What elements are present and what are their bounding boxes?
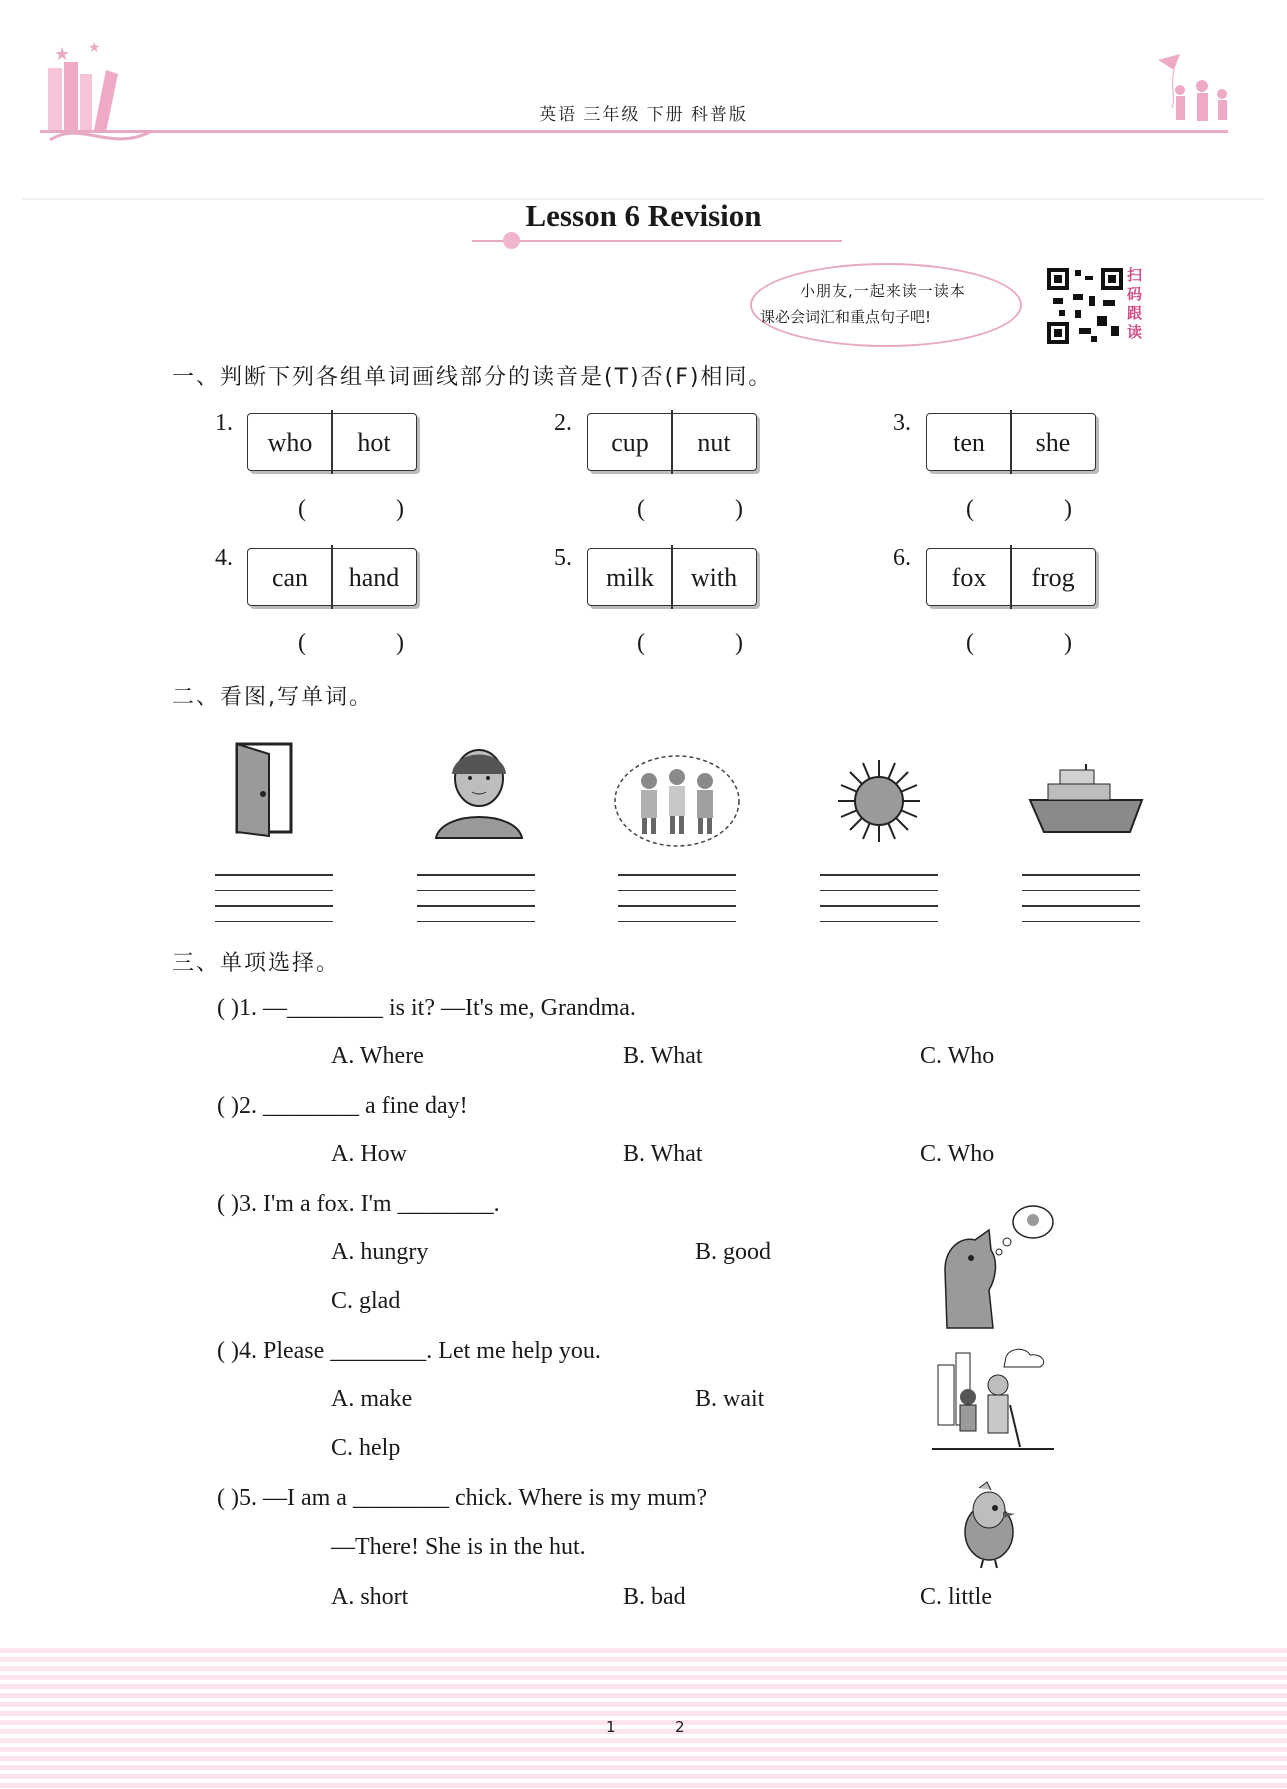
q3-option-c[interactable]: C. glad: [331, 1288, 401, 1314]
title-underline: [472, 240, 842, 242]
item5-answer-blank[interactable]: ( ): [637, 630, 785, 656]
q4-stem: ( )4. Please ________. Let me help you.: [217, 1338, 601, 1364]
write-lines-door[interactable]: [215, 874, 333, 936]
item1-word1: who: [267, 428, 313, 457]
item2-answer-blank[interactable]: ( ): [637, 496, 785, 522]
q5-option-a[interactable]: A. short: [331, 1584, 409, 1610]
ship-picture: [1026, 762, 1146, 840]
header-divider: [40, 130, 1228, 133]
q1-stem: ( )1. —________ is it? —It's me, Grandma.: [217, 995, 636, 1021]
q5-option-b[interactable]: B. bad: [623, 1584, 686, 1610]
svg-text:★: ★: [88, 41, 101, 56]
page-number-right: 2: [675, 1718, 685, 1736]
footer-band: [0, 1648, 1287, 1789]
lesson-title: Lesson 6 Revision: [525, 198, 762, 233]
speech-bubble: [750, 263, 1022, 347]
children-group-picture: [613, 753, 741, 849]
write-lines-children[interactable]: [618, 874, 736, 936]
q5-line2: —There! She is in the hut.: [331, 1534, 586, 1560]
item2-word-book: [587, 413, 757, 471]
q2-option-a[interactable]: A. How: [331, 1141, 407, 1167]
item2-word2: nut: [697, 428, 731, 457]
item6-word1: fox: [951, 563, 987, 592]
qr-code[interactable]: [1045, 266, 1125, 346]
little-chick-picture: [955, 1480, 1025, 1570]
item5-word1: milk: [606, 563, 654, 592]
section3-heading: 三、单项选择。: [172, 951, 341, 976]
section1-heading: 一、判断下列各组单词画线部分的读音是(T)否(F)相同。: [172, 365, 773, 390]
item5-word2: with: [690, 563, 738, 592]
item4-word1: can: [271, 563, 309, 592]
item4-word-book: [247, 548, 417, 606]
item3-answer-blank[interactable]: ( ): [966, 496, 1114, 522]
item1-answer-blank[interactable]: ( ): [298, 496, 446, 522]
item1-word2: hot: [357, 428, 391, 457]
q4-option-a[interactable]: A. make: [331, 1386, 413, 1412]
q1-option-b[interactable]: B. What: [623, 1043, 703, 1069]
q1-option-a[interactable]: A. Where: [331, 1043, 424, 1069]
header-books-logo: [40, 40, 160, 150]
q3-stem: ( )3. I'm a fox. I'm ________.: [217, 1191, 500, 1217]
item3-word1: ten: [953, 428, 985, 457]
bubble-text-line1: 小朋友,一起来读一读本: [800, 282, 966, 300]
grandma-picture: [430, 740, 528, 840]
item1-number: 1.: [215, 410, 233, 436]
item4-number: 4.: [215, 545, 233, 571]
sun-picture: [836, 758, 922, 844]
item6-word2: frog: [1031, 563, 1075, 592]
item6-answer-blank[interactable]: ( ): [966, 630, 1114, 656]
title-dot: [503, 232, 520, 249]
q5-stem: ( )5. —I am a ________ chick. Where is my mum?: [217, 1485, 708, 1511]
svg-text:★: ★: [54, 44, 71, 64]
q4-option-b[interactable]: B. wait: [695, 1386, 765, 1412]
header-title: 英语 三年级 下册 科普版: [539, 105, 748, 124]
item4-word2: hand: [348, 563, 400, 592]
write-lines-ship[interactable]: [1022, 874, 1140, 936]
q3-option-a[interactable]: A. hungry: [331, 1239, 429, 1265]
scan-to-read-label: 扫码跟读: [1127, 266, 1143, 341]
q4-option-c[interactable]: C. help: [331, 1435, 401, 1461]
item5-number: 5.: [554, 545, 572, 571]
q1-option-c[interactable]: C. Who: [920, 1043, 995, 1069]
item3-word-book: [926, 413, 1096, 471]
q3-option-b[interactable]: B. good: [695, 1239, 772, 1265]
item1-word-book: [247, 413, 417, 471]
write-lines-sun[interactable]: [820, 874, 938, 936]
q2-option-b[interactable]: B. What: [623, 1141, 703, 1167]
item5-word-book: [587, 548, 757, 606]
item3-number: 3.: [893, 410, 911, 436]
item2-number: 2.: [554, 410, 572, 436]
item4-answer-blank[interactable]: ( ): [298, 630, 446, 656]
item6-word-book: [926, 548, 1096, 606]
page-number-left: 1: [606, 1718, 616, 1736]
door-picture: [223, 740, 307, 840]
q2-option-c[interactable]: C. Who: [920, 1141, 995, 1167]
item6-number: 6.: [893, 545, 911, 571]
helping-grandpa-picture: [930, 1345, 1056, 1457]
write-lines-grandma[interactable]: [417, 874, 535, 936]
q2-stem: ( )2. ________ a fine day!: [217, 1093, 468, 1119]
item2-word1: cup: [611, 428, 649, 457]
bubble-text-line2: 课必会词汇和重点句子吧!: [760, 308, 932, 326]
item3-word2: she: [1035, 428, 1071, 457]
hungry-fox-picture: [935, 1200, 1055, 1330]
section2-heading: 二、看图,写单词。: [172, 685, 373, 710]
q5-option-c[interactable]: C. little: [920, 1584, 992, 1610]
